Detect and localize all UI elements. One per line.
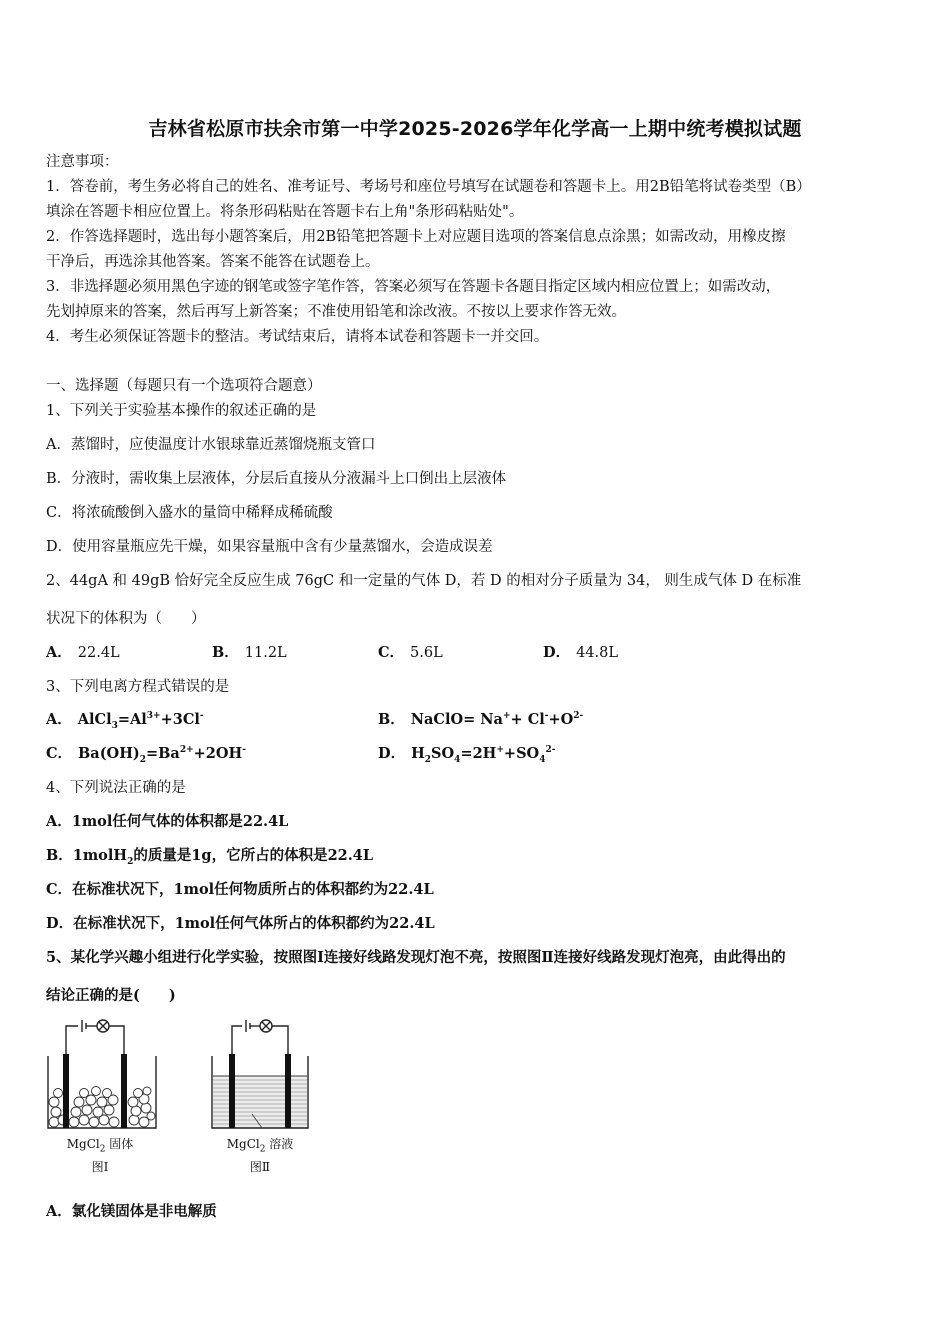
electrode-left	[229, 1054, 235, 1128]
figure-2-circuit	[210, 1016, 310, 1131]
section-heading: 一、选择题（每题只有一个选项符合题意）	[46, 378, 322, 394]
notice-item-3a: 3．非选择题必须用黑色字迹的钢笔或签字笔作答，答案必须写在答题卡各题目指定区域内相应位置上；如需改动，	[46, 279, 781, 295]
q1-stem: 1、下列关于实验基本操作的叙述正确的是	[46, 403, 317, 419]
q2-option-b: B． 11.2L	[212, 644, 287, 661]
wire-right	[272, 1026, 288, 1056]
q1-option-a: A．蒸馏时，应使温度计水银球靠近蒸馏烧瓶支管口	[46, 437, 376, 453]
q5-stem-2: 结论正确的是( )	[46, 987, 176, 1004]
q4-option-b: B．1molH$_2$的质量是1g，它所占的体积是22.4L	[46, 847, 374, 867]
q4-option-d: D．在标准状况下，1mol任何气体所占的体积都约为22.4L	[46, 915, 435, 932]
electrode-right	[285, 1054, 291, 1128]
q1-option-d: D．使用容量瓶应先干燥，如果容量瓶中含有少量蒸馏水，会造成误差	[46, 539, 493, 555]
page-title: 吉林省松原市扶余市第一中学2025-2026学年化学高一上期中统考模拟试题	[148, 118, 802, 140]
q5-option-a: A．氯化镁固体是非电解质	[46, 1203, 217, 1220]
q4-option-c: C．在标准状况下，1mol任何物质所占的体积都约为22.4L	[46, 881, 434, 898]
figure-2-label: MgCl$_2$ 溶液	[226, 1137, 294, 1155]
notice-heading: 注意事项：	[46, 154, 119, 170]
q3-option-a: A． $AlCl_3=Al^{3+}+3Cl^-$	[46, 711, 204, 731]
q5-stem-1: 5、某化学兴趣小组进行化学实验，按照图Ⅰ连接好线路发现灯泡不亮，按照图Ⅱ连接好线路发现灯泡亮，由此得出的	[46, 949, 786, 966]
notice-item-3b: 先划掉原来的答案，然后再写上新答案；不准使用铅笔和涂改液。不按以上要求作答无效。	[46, 304, 626, 320]
wire-left	[232, 1026, 242, 1056]
q2-stem-1: 2、44gA 和 49gB 恰好完全反应生成 76gC 和一定量的气体 D，若 D 的相对分子质量为 34， 则生成气体 D 在标准	[46, 573, 802, 589]
wire-right	[109, 1026, 124, 1056]
q2-stem-2: 状况下的体积为（ ）	[46, 611, 206, 627]
q3-option-d: D． $H_2SO_4=2H^++SO_4^{2-}$	[378, 745, 556, 765]
notice-item-1a: 1．答卷前，考生务必将自己的姓名、准考证号、考场号和座位号填写在试题卷和答题卡上。用2B铅笔将试卷类型（B）	[46, 179, 811, 195]
notice-item-1b: 填涂在答题卡相应位置上。将条形码粘贴在答题卡右上角"条形码粘贴处"。	[46, 204, 524, 220]
q3-stem: 3、下列电离方程式错误的是	[46, 679, 230, 695]
q2-option-d: D． 44.8L	[543, 644, 618, 661]
notice-item-2b: 干净后，再选涂其他答案。答案不能答在试题卷上。	[46, 254, 380, 270]
figure-2-caption: 图Ⅱ	[249, 1160, 271, 1174]
q3-option-c: C． $Ba(OH)_2=Ba^{2+}+2OH^-$	[46, 745, 246, 765]
q1-option-b: B．分液时，需收集上层液体，分层后直接从分液漏斗上口倒出上层液体	[46, 471, 507, 487]
figure-1-label: MgCl$_2$ 固体	[66, 1137, 134, 1155]
q2-option-c: C． 5.6L	[378, 644, 443, 661]
q3-option-b: B． NaClO= $Na^++ Cl^-+O^{2-}$	[378, 711, 584, 728]
notice-item-4: 4．考生必须保证答题卡的整洁。考试结束后，请将本试卷和答题卡一并交回。	[46, 329, 549, 345]
wire-left	[66, 1026, 78, 1056]
notice-item-2a: 2．作答选择题时，选出每小题答案后，用2B铅笔把答题卡上对应题目选项的答案信息点涂黑；如需改动，用橡皮擦	[46, 229, 786, 245]
figure-1-caption: 图Ⅰ	[91, 1160, 109, 1174]
figure-1-circuit	[46, 1016, 158, 1131]
q2-option-a: A． 22.4L	[46, 644, 120, 661]
q1-option-c: C．将浓硫酸倒入盛水的量筒中稀释成稀硫酸	[46, 505, 333, 521]
q4-option-a: A．1mol任何气体的体积都是22.4L	[46, 813, 289, 830]
q4-stem: 4、下列说法正确的是	[46, 780, 186, 796]
